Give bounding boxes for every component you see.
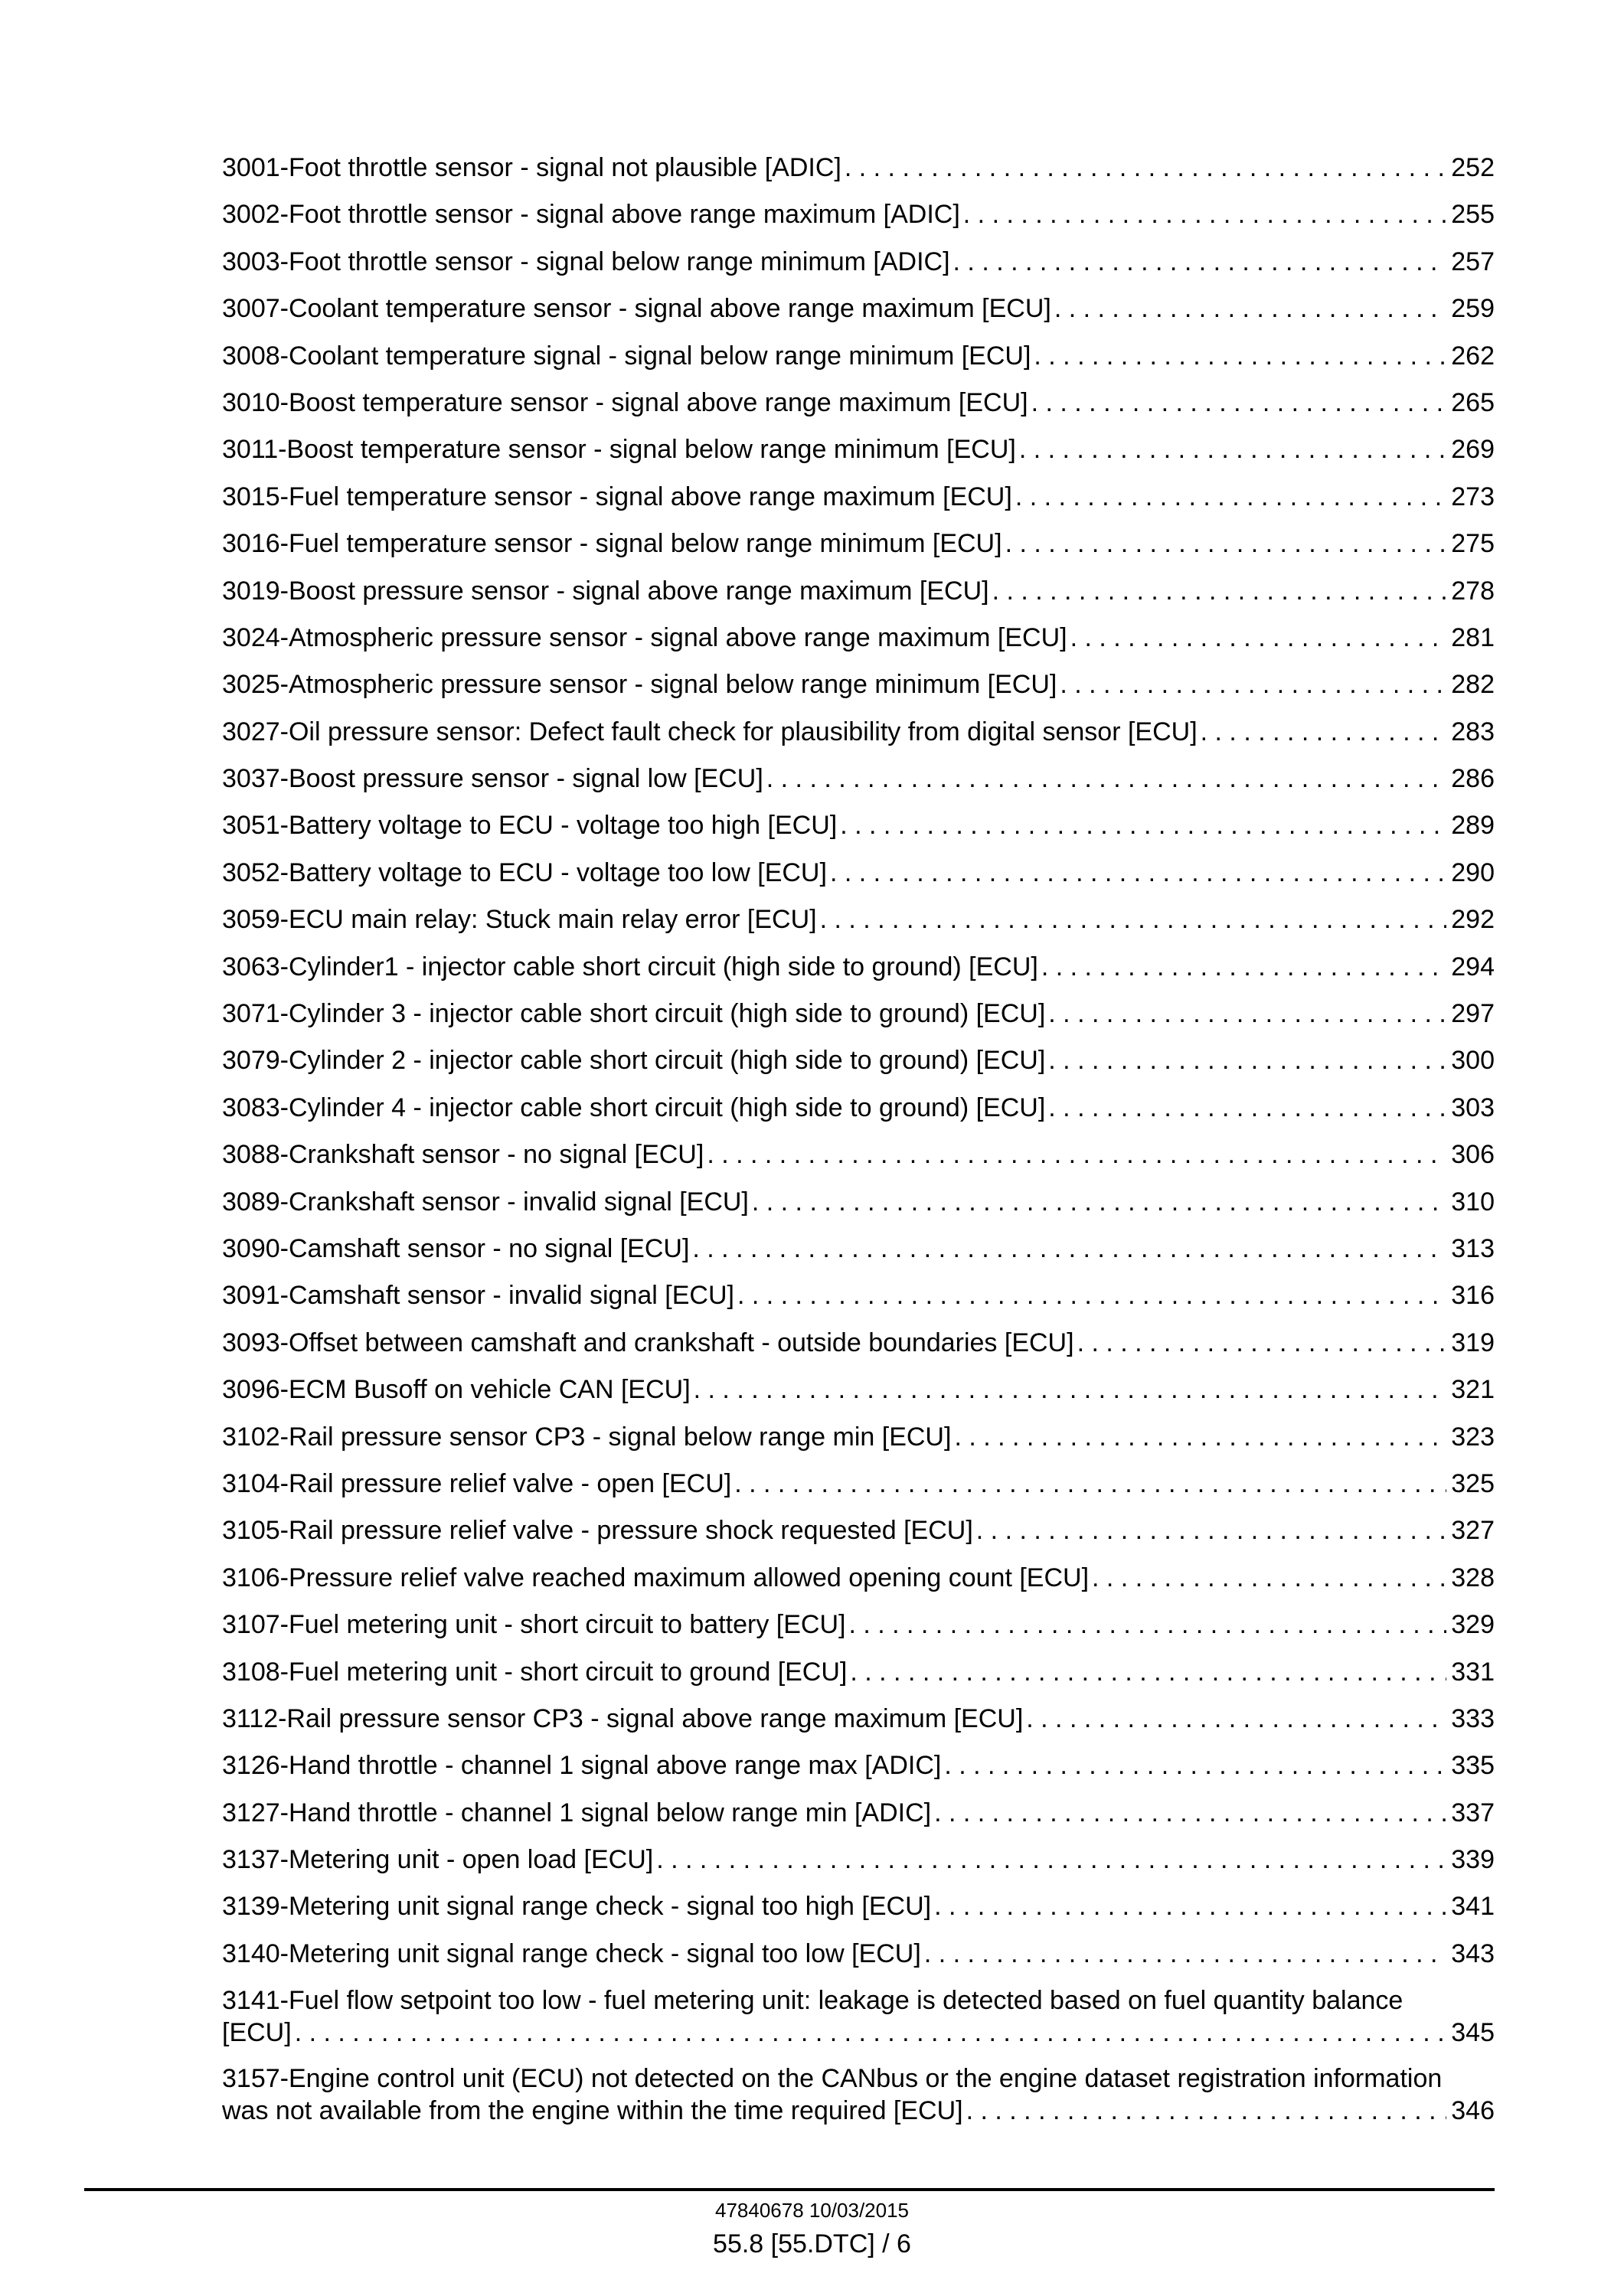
dot-leader: [966, 2095, 1447, 2127]
toc-entry-title: 3037-Boost pressure sensor - signal low [ECU]: [222, 764, 763, 794]
toc-entry[interactable]: [222, 387, 1495, 433]
toc-entry-page-number: 310: [1451, 1187, 1495, 1217]
toc-entry[interactable]: [222, 1890, 1495, 1937]
toc-entry[interactable]: [222, 1844, 1495, 1890]
dot-leader: [1077, 1327, 1447, 1359]
dot-leader: [1054, 292, 1446, 325]
toc-entry-page-number: 341: [1451, 1892, 1495, 1922]
toc-entry-title: was not available from the engine within the time required [ECU]: [222, 2096, 963, 2126]
dot-leader: [656, 1844, 1446, 1876]
toc-entry-page-number: 335: [1451, 1751, 1495, 1781]
toc-entry[interactable]: [222, 951, 1495, 998]
toc-entry[interactable]: [222, 1797, 1495, 1844]
toc-entry[interactable]: [222, 1938, 1495, 1984]
toc-entry-page-number: 262: [1451, 341, 1495, 371]
toc-entry-title: 3126-Hand throttle - channel 1 signal above range max [ADIC]: [222, 1751, 942, 1781]
toc-entry-page-number: 329: [1451, 1610, 1495, 1640]
dot-leader: [1048, 1044, 1446, 1076]
toc-entry[interactable]: [222, 857, 1495, 903]
footer-divider: [84, 2188, 1495, 2191]
toc-entry-page-number: 259: [1451, 294, 1495, 324]
toc-entry-title: 3007-Coolant temperature sensor - signal above range maximum [ECU]: [222, 294, 1051, 324]
toc-entry[interactable]: [222, 809, 1495, 856]
dot-leader: [1041, 951, 1446, 983]
toc-entry-title: 3088-Crankshaft sensor - no signal [ECU]: [222, 1140, 704, 1170]
footer-document-id: 47840678 10/03/2015: [714, 2199, 910, 2222]
dot-leader: [1201, 716, 1447, 748]
toc-entry-page-number: 286: [1451, 764, 1495, 794]
toc-entry[interactable]: [222, 481, 1495, 527]
toc-entry-page-number: 292: [1451, 905, 1495, 935]
toc-entry-title: 3127-Hand throttle - channel 1 signal below range min [ADIC]: [222, 1798, 932, 1827]
toc-entry[interactable]: [222, 1421, 1495, 1468]
dot-leader: [694, 1373, 1447, 1406]
dot-leader: [954, 1421, 1446, 1453]
dot-leader: [692, 1233, 1446, 1265]
dot-leader: [934, 1890, 1446, 1922]
toc-entry-page-number: 313: [1451, 1233, 1495, 1263]
dot-leader: [992, 575, 1447, 607]
dot-leader: [1048, 998, 1446, 1030]
toc-entry-title: 3137-Metering unit - open load [ECU]: [222, 1845, 654, 1875]
dot-leader: [734, 1468, 1446, 1500]
toc-entry-title: 3104-Rail pressure relief valve - open [ECU]: [222, 1468, 732, 1498]
dot-leader: [1092, 1562, 1446, 1594]
toc-entry[interactable]: [222, 1138, 1495, 1185]
dot-leader: [820, 903, 1447, 936]
toc-entry-title: 3027-Oil pressure sensor: Defect fault check for plausibility from digital sensor [ECU]: [222, 717, 1198, 746]
toc-entry-title: 3003-Foot throttle sensor - signal below range minimum [ADIC]: [222, 247, 950, 276]
toc-entry-page-number: 303: [1451, 1092, 1495, 1122]
toc-entry[interactable]: [222, 340, 1495, 387]
toc-entry-title: 3002-Foot throttle sensor - signal above range maximum [ADIC]: [222, 200, 960, 230]
toc-entry-title: 3016-Fuel temperature sensor - signal below range minimum [ECU]: [222, 529, 1002, 559]
toc-entry-title: 3090-Camshaft sensor - no signal [ECU]: [222, 1233, 690, 1263]
toc-entry-page-number: 327: [1451, 1516, 1495, 1546]
toc-entry-title: 3019-Boost pressure sensor - signal above range maximum [ECU]: [222, 576, 989, 606]
toc-entry[interactable]: [222, 2062, 1495, 2141]
dot-leader: [953, 246, 1447, 278]
toc-entry-title-line: 3157-Engine control unit (ECU) not detected on the CANbus or the engine dataset registration information: [222, 2064, 1443, 2094]
dot-leader: [976, 1514, 1446, 1546]
toc-entry-title: 3140-Metering unit signal range check - signal too low [ECU]: [222, 1938, 921, 1968]
toc-entry[interactable]: [222, 668, 1495, 715]
toc-entry-page-number: 269: [1451, 435, 1495, 465]
toc-entry-page-number: 321: [1451, 1375, 1495, 1405]
toc-entry[interactable]: [222, 1186, 1495, 1233]
dot-leader: [1005, 527, 1447, 560]
toc-entry-page-number: 278: [1451, 576, 1495, 606]
dot-leader: [1026, 1703, 1446, 1735]
toc-entry-title: 3112-Rail pressure sensor CP3 - signal above range maximum [ECU]: [222, 1703, 1024, 1733]
toc-entry[interactable]: [222, 1044, 1495, 1091]
dot-leader: [752, 1186, 1446, 1218]
toc-entry-page-number: 257: [1451, 247, 1495, 276]
dot-leader: [737, 1279, 1446, 1311]
toc-entry-page-number: 343: [1451, 1938, 1495, 1968]
dot-leader: [1031, 387, 1447, 419]
toc-entry-title: 3106-Pressure relief valve reached maximum allowed opening count [ECU]: [222, 1563, 1090, 1592]
toc-entry[interactable]: [222, 246, 1495, 292]
dot-leader: [1034, 340, 1446, 372]
toc-entry-title: 3102-Rail pressure sensor CP3 - signal below range min [ECU]: [222, 1422, 952, 1452]
toc-entry-page-number: 297: [1451, 999, 1495, 1029]
toc-entry-page-number: 325: [1451, 1468, 1495, 1498]
dot-leader: [850, 1656, 1446, 1688]
toc-entry[interactable]: [222, 198, 1495, 245]
toc-entry-page-number: 275: [1451, 529, 1495, 559]
dot-leader: [1019, 433, 1446, 465]
toc-entry[interactable]: [222, 716, 1495, 763]
toc-entry-title: 3008-Coolant temperature signal - signal below range minimum [ECU]: [222, 341, 1031, 371]
toc-entry[interactable]: [222, 1562, 1495, 1609]
dot-leader: [840, 809, 1446, 841]
dot-leader: [830, 857, 1446, 889]
toc-entry[interactable]: [222, 763, 1495, 809]
toc-entry-title: 3011-Boost temperature sensor - signal below range minimum [ECU]: [222, 435, 1016, 465]
toc-entry-page-number: 252: [1451, 153, 1495, 182]
toc-entry-title: 3089-Crankshaft sensor - invalid signal [ECU]: [222, 1187, 749, 1217]
toc-entry-title: 3105-Rail pressure relief valve - pressure shock requested [ECU]: [222, 1516, 973, 1546]
toc-entry-title: 3015-Fuel temperature sensor - signal above range maximum [ECU]: [222, 482, 1012, 511]
toc-entry-page-number: 331: [1451, 1657, 1495, 1687]
toc-entry[interactable]: [222, 1279, 1495, 1326]
toc-entry-title: 3107-Fuel metering unit - short circuit to battery [ECU]: [222, 1610, 846, 1640]
dot-leader: [1070, 622, 1447, 654]
toc-entry-page-number: 346: [1451, 2096, 1495, 2126]
toc-entry-title: 3108-Fuel metering unit - short circuit to ground [ECU]: [222, 1657, 848, 1687]
dot-leader: [934, 1797, 1446, 1829]
toc-entry-title: 3025-Atmospheric pressure sensor - signal below range minimum [ECU]: [222, 670, 1057, 700]
toc-entry-page-number: 282: [1451, 670, 1495, 700]
toc-entry[interactable]: [222, 1373, 1495, 1420]
toc-entry-page-number: 290: [1451, 857, 1495, 887]
toc-entry-title: [ECU]: [222, 2018, 292, 2048]
toc-entry-page-number: 316: [1451, 1281, 1495, 1311]
toc-entry-page-number: 345: [1451, 2018, 1495, 2048]
dot-leader: [1060, 668, 1446, 701]
toc-entry[interactable]: [222, 292, 1495, 339]
toc-entry-title: 3010-Boost temperature sensor - signal above range maximum [ECU]: [222, 387, 1028, 417]
toc-entry-page-number: 283: [1451, 717, 1495, 746]
toc-entry-page-number: 300: [1451, 1046, 1495, 1076]
toc-entry-title: 3093-Offset between camshaft and crankshaft - outside boundaries [ECU]: [222, 1328, 1074, 1357]
toc-entry-page-number: 265: [1451, 387, 1495, 417]
toc-entry-title: 3083-Cylinder 4 - injector cable short circuit (high side to ground) [ECU]: [222, 1092, 1046, 1122]
table-of-contents: [222, 152, 1495, 2141]
toc-entry-title: 3139-Metering unit signal range check - signal too high [ECU]: [222, 1892, 932, 1922]
toc-entry[interactable]: [222, 1092, 1495, 1138]
toc-entry-title: 3052-Battery voltage to ECU - voltage too low [ECU]: [222, 857, 827, 887]
toc-entry-page-number: 273: [1451, 482, 1495, 511]
toc-entry-page-number: 255: [1451, 200, 1495, 230]
toc-entry-page-number: 289: [1451, 811, 1495, 841]
toc-entry-title: 3096-ECM Busoff on vehicle CAN [ECU]: [222, 1375, 691, 1405]
toc-entry[interactable]: [222, 152, 1495, 198]
toc-entry-title-line: 3141-Fuel flow setpoint too low - fuel metering unit: leakage is detected based on fuel quantity balance: [222, 1986, 1403, 2016]
toc-entry[interactable]: [222, 903, 1495, 950]
dot-leader: [944, 1749, 1446, 1782]
toc-entry[interactable]: [222, 622, 1495, 668]
toc-entry-page-number: 337: [1451, 1798, 1495, 1827]
toc-entry[interactable]: [222, 1609, 1495, 1655]
toc-entry-page-number: 328: [1451, 1563, 1495, 1592]
toc-entry-page-number: 306: [1451, 1140, 1495, 1170]
toc-entry[interactable]: [222, 1514, 1495, 1561]
dot-leader: [707, 1138, 1446, 1171]
toc-entry[interactable]: [222, 575, 1495, 622]
toc-entry-title: 3071-Cylinder 3 - injector cable short circuit (high side to ground) [ECU]: [222, 999, 1046, 1029]
toc-entry-title: 3001-Foot throttle sensor - signal not plausible [ADIC]: [222, 153, 841, 182]
toc-entry[interactable]: [222, 1327, 1495, 1373]
toc-entry[interactable]: [222, 1984, 1495, 2062]
toc-entry-title: 3091-Camshaft sensor - invalid signal [ECU]: [222, 1281, 734, 1311]
dot-leader: [924, 1938, 1446, 1970]
toc-entry[interactable]: [222, 998, 1495, 1044]
toc-entry[interactable]: [222, 1233, 1495, 1279]
toc-entry-page-number: 281: [1451, 622, 1495, 652]
toc-entry[interactable]: [222, 527, 1495, 574]
toc-entry[interactable]: [222, 1656, 1495, 1703]
toc-entry[interactable]: [222, 1749, 1495, 1796]
toc-entry-title: 3024-Atmospheric pressure sensor - signal above range maximum [ECU]: [222, 622, 1067, 652]
dot-leader: [1048, 1092, 1446, 1124]
toc-entry-page-number: 323: [1451, 1422, 1495, 1452]
toc-entry[interactable]: [222, 1468, 1495, 1514]
dot-leader: [1015, 481, 1446, 513]
toc-entry[interactable]: [222, 1703, 1495, 1749]
dot-leader: [963, 198, 1446, 230]
toc-entry-title: 3079-Cylinder 2 - injector cable short circuit (high side to ground) [ECU]: [222, 1046, 1046, 1076]
dot-leader: [766, 763, 1447, 795]
toc-entry-title: 3059-ECU main relay: Stuck main relay error [ECU]: [222, 905, 817, 935]
toc-entry-page-number: 339: [1451, 1845, 1495, 1875]
toc-entry-page-number: 333: [1451, 1703, 1495, 1733]
toc-entry-page-number: 294: [1451, 952, 1495, 981]
footer-page-reference: 55.8 [55.DTC] / 6: [713, 2229, 911, 2258]
dot-leader: [845, 152, 1446, 184]
dot-leader: [848, 1609, 1446, 1641]
toc-entry-page-number: 319: [1451, 1328, 1495, 1357]
toc-entry-title: 3063-Cylinder1 - injector cable short circuit (high side to ground) [ECU]: [222, 952, 1038, 981]
toc-entry-title: 3051-Battery voltage to ECU - voltage too high [ECU]: [222, 811, 838, 841]
dot-leader: [295, 2017, 1447, 2049]
toc-entry[interactable]: [222, 433, 1495, 480]
